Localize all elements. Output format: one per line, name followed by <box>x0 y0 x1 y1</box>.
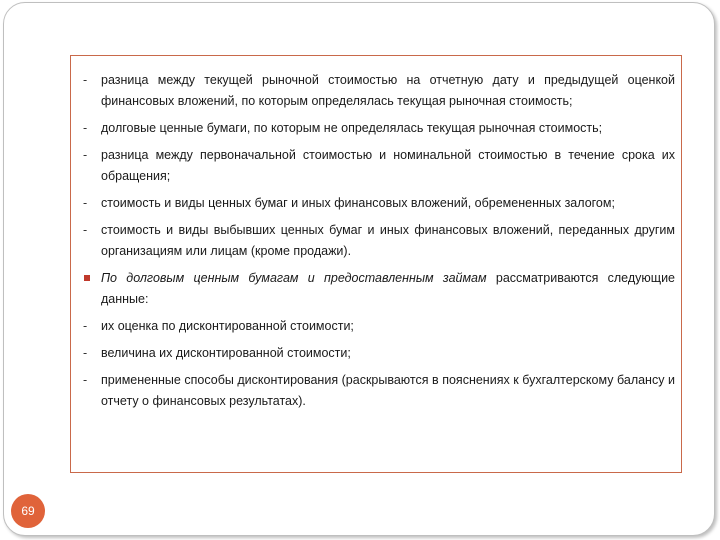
list-item-text: долговые ценные бумаги, по которым не определялась текущая рыночная стоимость; <box>101 121 603 135</box>
list-item <box>79 316 675 337</box>
list-item <box>79 118 675 139</box>
dash-marker: - <box>83 223 88 237</box>
section-heading-italic: По долговым ценным бумагам и предоставленным займам <box>101 271 487 285</box>
list-item <box>79 70 675 112</box>
section-heading-item <box>79 268 675 310</box>
bullet-list <box>79 70 675 418</box>
dash-marker: - <box>83 148 88 162</box>
list-item <box>79 343 675 364</box>
list-item-text: примененные способы дисконтирования (раскрываются в пояснениях к бухгалтерскому балансу и отчету о финансовых результатах). <box>101 373 675 408</box>
dash-marker: - <box>83 373 88 387</box>
dash-marker: - <box>83 196 88 210</box>
dash-marker: - <box>83 73 88 87</box>
list-item <box>79 145 675 187</box>
list-item-text: стоимость и виды ценных бумаг и иных финансовых вложений, обремененных залогом; <box>101 196 615 210</box>
dash-marker: - <box>83 121 88 135</box>
list-item-text: разница между текущей рыночной стоимостью на отчетную дату и предыдущей оценкой финансовых вложений, по которым определялась текущая рыночная стоимость; <box>101 73 675 108</box>
list-item-text: стоимость и виды выбывших ценных бумаг и иных финансовых вложений, переданных другим организациям или лицам (кроме продажи). <box>101 223 675 258</box>
section-heading-rest: рассматриваются следующие данные: <box>101 271 676 306</box>
dash-marker: - <box>83 346 88 360</box>
list-item-text: величина их дисконтированной стоимости; <box>101 346 351 360</box>
square-bullet-icon <box>84 275 90 281</box>
list-item-text: разница между первоначальной стоимостью и номинальной стоимостью в течение срока их обращения; <box>101 148 675 183</box>
list-item <box>79 220 675 262</box>
list-item-text: их оценка по дисконтированной стоимости; <box>101 319 354 333</box>
page-number-badge: 69 <box>11 494 45 528</box>
list-item <box>79 370 675 412</box>
content-box <box>70 55 682 473</box>
dash-marker: - <box>83 319 88 333</box>
list-item <box>79 193 675 214</box>
